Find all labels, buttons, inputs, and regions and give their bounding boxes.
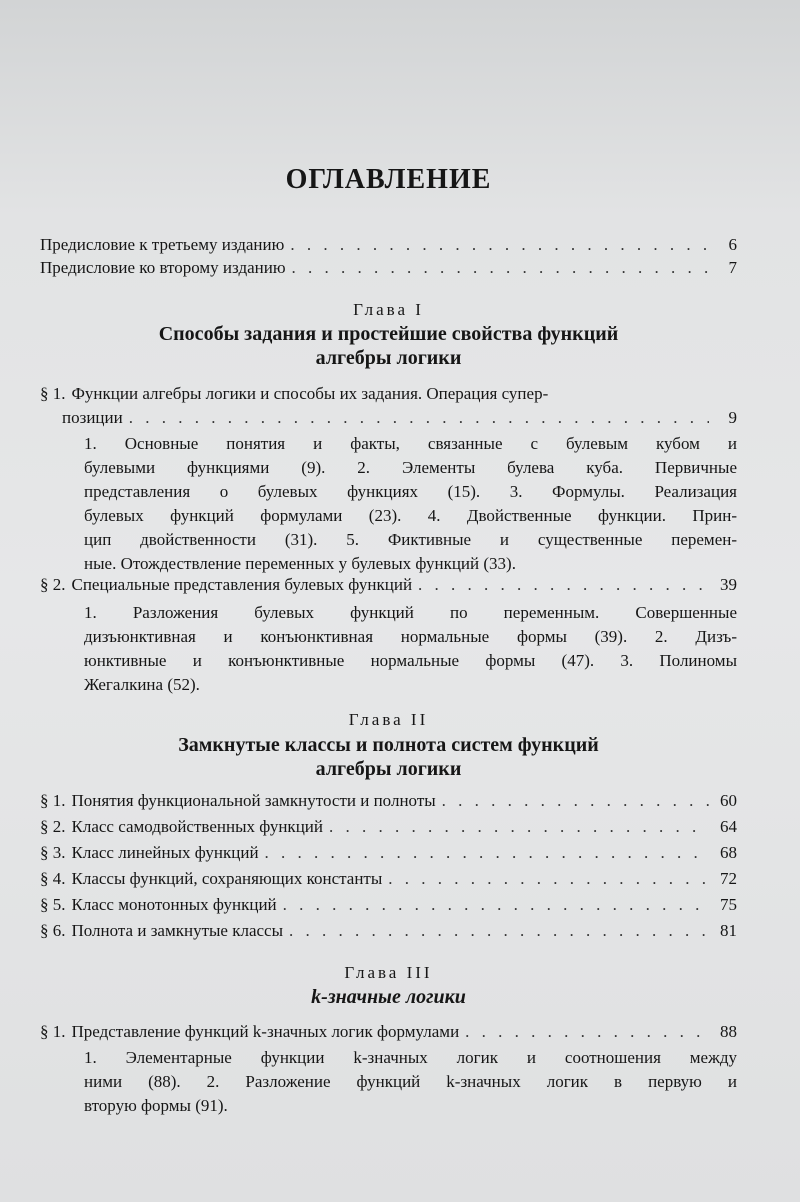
description-line: вторую формы (91). [84, 1096, 228, 1115]
dot-leader [329, 815, 709, 839]
toc-page-number: 9 [728, 408, 737, 427]
toc-entry-preface-2[interactable] [40, 256, 737, 280]
description-line: юнктивные и конъюнктивные нормальные формы (47). 3. Полиномы [84, 651, 737, 670]
description-line: ные. Отождествление переменных у булевых функций (33). [84, 554, 516, 573]
section-number: § 3. [40, 843, 66, 862]
bleed-through-texture [40, 4, 760, 154]
section-number: § 1. [40, 1022, 66, 1041]
toc-entry-text: Функции алгебры логики и способы их задания. Операция супер- [71, 384, 549, 403]
description-line: булевых функций формулами (23). 4. Двойственные функции. Прин- [84, 506, 737, 525]
toc-page-number: 7 [728, 258, 737, 277]
dot-leader [388, 867, 709, 891]
description-line: цип двойственности (31). 5. Фиктивные и существенные перемен- [84, 530, 737, 549]
toc-page-number: 39 [720, 575, 737, 594]
toc-page-number: 60 [720, 791, 737, 810]
dot-leader [265, 841, 709, 865]
dot-leader [290, 233, 709, 257]
toc-entry-ch2-s5[interactable] [40, 893, 737, 917]
toc-entry-ch2-s3[interactable] [40, 841, 737, 865]
description-line: 1. Элементарные функции k-значных логик и соотношения между [84, 1048, 737, 1067]
toc-entry-ch2-s2[interactable] [40, 815, 737, 839]
description-line: 1. Разложения булевых функций по переменным. Совершенные [84, 603, 737, 622]
section-number: § 1. [40, 791, 66, 810]
chapter-2-title-line-2: алгебры логики [315, 758, 462, 780]
toc-page-number: 75 [720, 895, 737, 914]
dot-leader [129, 406, 709, 430]
description-line: 1. Основные понятия и факты, связанные с булевым кубом и [84, 434, 737, 453]
section-number: § 6. [40, 921, 66, 940]
section-description [84, 601, 737, 697]
dot-leader [289, 919, 709, 943]
toc-entry-text: Представление функций k-значных логик формулами [71, 1022, 460, 1041]
toc-entry-ch1-s1-cont[interactable] [62, 406, 737, 430]
description-line: Жегалкина (52). [84, 675, 200, 694]
section-description [84, 1046, 737, 1118]
chapter-1-label: Глава I [353, 300, 424, 319]
description-line: дизъюнктивная и конъюнктивная нормальные формы (39). 2. Дизъ- [84, 627, 737, 646]
toc-entry-text: Понятия функциональной замкнутости и полноты [71, 791, 436, 810]
chapter-3-label: Глава III [344, 963, 433, 982]
toc-entry-text: Класс самодвойственных функций [71, 817, 323, 836]
section-number: § 4. [40, 869, 66, 888]
toc-entry-text: Класс монотонных функций [71, 895, 277, 914]
description-line: булевыми функциями (9). 2. Элементы булева куба. Первичные [84, 458, 737, 477]
chapter-1-title-line-2: алгебры логики [315, 347, 462, 369]
section-number: § 1. [40, 384, 66, 403]
toc-entry-ch2-s1[interactable] [40, 789, 737, 813]
dot-leader [292, 256, 709, 280]
toc-entry-text: Класс линейных функций [71, 843, 259, 862]
description-line: представления о булевых функциях (15). 3. Формулы. Реализация [84, 482, 737, 501]
chapter-2-title-line-1: Замкнутые классы и полнота систем функций [178, 734, 599, 756]
toc-entry-text: Предисловие к третьему изданию [40, 235, 285, 254]
toc-entry-ch1-s2[interactable] [40, 573, 737, 597]
section-number: § 5. [40, 895, 66, 914]
dot-leader [442, 789, 709, 813]
toc-page-number: 6 [728, 235, 737, 254]
toc-page-number: 68 [720, 843, 737, 862]
toc-entry-text: Предисловие ко второму изданию [40, 258, 286, 277]
toc-entry-ch2-s6[interactable] [40, 919, 737, 943]
page-title: ОГЛАВЛЕНИЕ [285, 164, 492, 195]
toc-entry-text: Специальные представления булевых функций [71, 575, 413, 594]
toc-entry-ch3-s1[interactable] [40, 1020, 737, 1044]
toc-page-number: 72 [720, 869, 737, 888]
section-description [84, 432, 737, 576]
dot-leader [283, 893, 709, 917]
description-line: ними (88). 2. Разложение функций k-значных логик в первую и [84, 1072, 737, 1091]
toc-page-number: 64 [720, 817, 737, 836]
toc-entry-ch2-s4[interactable] [40, 867, 737, 891]
toc-entry-text: Полнота и замкнутые классы [71, 921, 284, 940]
toc-page-number: 88 [720, 1022, 737, 1041]
toc-page-number: 81 [720, 921, 737, 940]
toc-entry-ch1-s1[interactable] [40, 382, 737, 406]
dot-leader [418, 573, 709, 597]
chapter-3-title: k-значные логики [311, 986, 466, 1008]
section-number: § 2. [40, 575, 66, 594]
section-number: § 2. [40, 817, 66, 836]
toc-entry-text: позиции [62, 408, 123, 427]
toc-entry-preface-3[interactable] [40, 233, 737, 257]
toc-entry-text: Классы функций, сохраняющих константы [71, 869, 383, 888]
chapter-1-title-line-1: Способы задания и простейшие свойства функций [158, 323, 619, 345]
dot-leader [465, 1020, 709, 1044]
chapter-2-label: Глава II [348, 710, 429, 729]
